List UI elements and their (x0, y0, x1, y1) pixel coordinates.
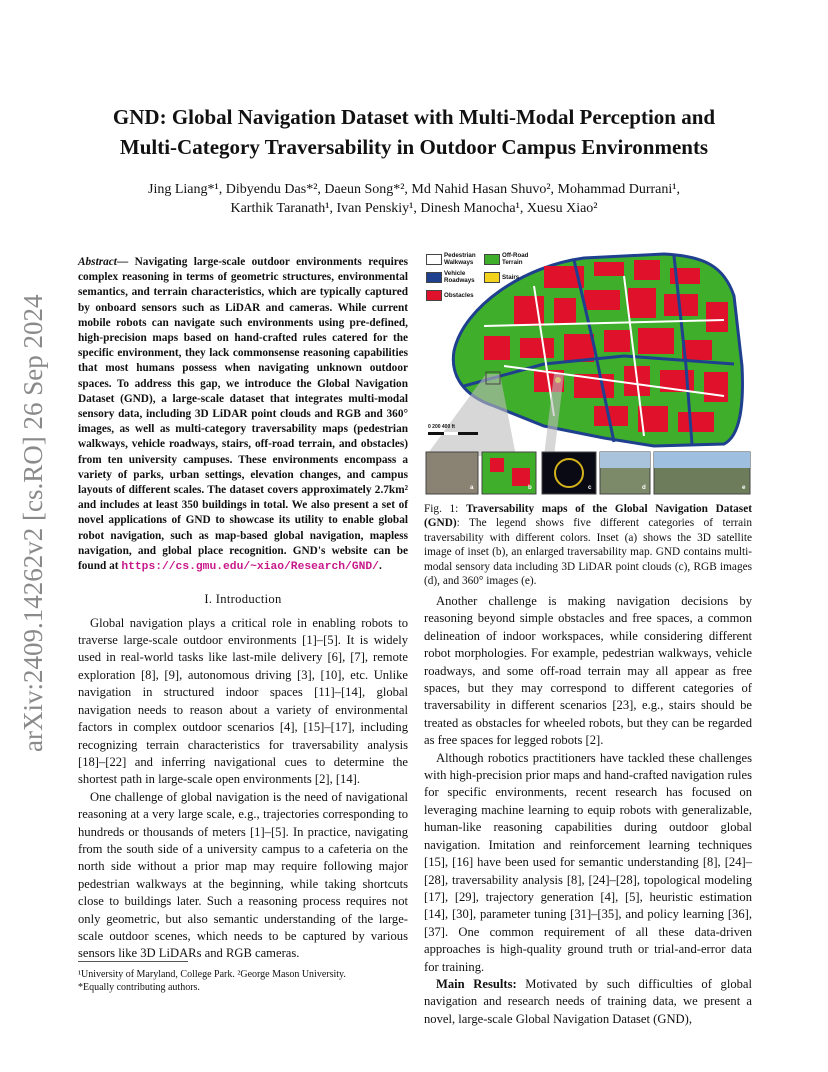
right-paragraph-3 (424, 976, 752, 1028)
inset-label-e: e (742, 484, 746, 491)
inset-label-b: b (528, 484, 532, 491)
legend-obstacles: Obstacles (444, 292, 474, 299)
intro-paragraph-2: One challenge of global navigation is the need of navigational reasoning at a very large scale, e.g., trajectories corresponding to hundreds or thousands of meters [1]–[5]. In practice, navigating from the south side of a university campus to a cafeteria on the north side without a prior map may require following major pedestrian walkways at the beginning, while taking shortcuts close to buildings later. Such a reasoning process requires not only geometric, but also semantic understanding of the large-scale outdoor scenes, which needs to be captured by various sensors like 3D LiDARs and RGB cameras. (78, 789, 408, 961)
main-results-text: Motivated by such difficulties of global navigation and research needs of training data, we present a novel, large-scale Global Navigation Dataset (GND), (424, 976, 752, 1026)
legend-offroad: Off-Road Terrain (502, 252, 529, 266)
caption-title: Traversability maps of the Global Navigation Dataset (GND) (424, 503, 752, 530)
scale-bar-label: 0 200 400 ft (428, 424, 455, 430)
legend-stairs: Stairs (502, 274, 520, 281)
legend-swatch-vehicle (426, 272, 442, 283)
abstract-text: — Navigating large-scale outdoor environments requires complex reasoning in terms of geometric structures, environmental semantics, and terrain characteristics, which are typically captured by onboard sensors such as LiDAR and cameras. While current mobile robots can navigate such environments using pre-defined, high-precision maps based on hand-crafted rules catered for the specific environment, they lack commonsense reasoning capabilities that most humans possess when navigating unknown outdoor spaces. To address this gap, we introduce the Global Navigation Dataset (GND), a large-scale dataset that integrates multi-modal sensory data, including 3D LiDAR point clouds and RGB and 360° images, as well as multi-category traversability maps (pedestrian walkways, vehicle roadways, stairs, off-road terrain, and obstacles) from ten university campuses. These environments encompass a variety of parks, urban settings, elevation changes, and campus layouts of different scales. The dataset covers approximately 2.7km² and includes at least 350 buildings in total. We also present a set of novel applications of GND to showcase its utility to enable global robot navigation, such as map-based global navigation, mapless navigation, and global place recognition. GND's website can be found at (78, 256, 408, 573)
inset-label-a: a (470, 484, 474, 491)
legend-swatch-pedestrian (426, 254, 442, 265)
footnotes (78, 968, 408, 994)
title-line-2: Multi-Category Traversability in Outdoor Campus Environments (119, 135, 709, 159)
inset-label-d: d (642, 484, 646, 491)
main-results-label: Main Results: (436, 976, 517, 991)
abstract: Abstract— Navigating large-scale outdoor environments requires complex reasoning in terms of geometric structures, environmental semantics, and terrain characteristics, which are typically captured by onboard sensors such as LiDAR and cameras. While current mobile robots can navigate such environments using pre-defined, high-precision maps based on hand-crafted rules catered for the specific environment, they lack commonsense reasoning capabilities that most humans possess when navigating unknown outdoor spaces. To address this gap, we introduce the Global Navigation Dataset (GND), a large-scale dataset that integrates multi-modal sensory data, including 3D LiDAR point clouds and RGB and 360° images, as well as multi-category traversability maps (pedestrian walkways, vehicle roadways, stairs, off-road terrain, and obstacles) from ten university campuses. These environments encompass a variety of parks, urban settings, elevation changes, and campus layouts of different scales. The dataset covers approximately 2.7km² and includes at least 350 buildings in total. We also present a set of novel applications of GND to showcase its utility to enable global robot navigation, such as map-based global navigation, mapless navigation, and global place recognition. GND's website can be found at https://cs.gmu.edu/~xiao/Research/GND/. (78, 256, 408, 574)
caption-text: : The legend shows five different categories of terrain traversability with different colors. Inset (a) shows the 3D satellite image of inset (b), an enlarged traversability map. GND contains multi-modal sensory data including 3D LiDAR point clouds (c), RGB images (d), and 360° images (e). (424, 517, 752, 588)
legend-vehicle: Vehicle Roadways (444, 270, 475, 284)
section-heading-introduction: I. Introduction (204, 592, 282, 607)
figure-traversability-map (424, 246, 752, 496)
legend-swatch-stairs (484, 272, 500, 283)
author-list (60, 180, 768, 218)
intro-paragraph-1: Global navigation plays a critical role in enabling robots to traverse large-scale outdoor environments [1]–[5]. It is widely used in real-world tasks like last-mile delivery [6], [7], remote exploration [8], [9], autonomous driving [3], [10], etc. Unlike navigation in structured indoor spaces [11]–[14], global navigation needs to reason about a variety of environmental factors in complex outdoor scenarios [4], [15]–[17], including recognizing terrain characteristics for traversability analysis [18]–[22] and inferring navigational cues to determine the shortest path in large-scale open environments [2], [14]. (78, 615, 408, 787)
right-paragraph-1: Another challenge is making navigation decisions by reasoning beyond simple obstacles and free spaces, a common delineation of indoor workspaces, while considering different robot morphologies. For example, pedestrian walkways, vehicle roadways, and some off-road terrain may all appear as free spaces, but they may correspond to different categories of traversability in different scenarios [23], e.g., stairs should be treated as obstacles for wheeled robots, but they can be regarded as free spaces for legged robots [2]. (424, 594, 752, 748)
inset-label-c: c (588, 484, 592, 491)
legend-pedestrian: Pedestrian Walkways (444, 252, 476, 266)
legend-swatch-obstacles (426, 290, 442, 301)
footnote-equal-contribution: *Equally contributing authors. (78, 982, 200, 993)
authors-line-1: Jing Liang*¹, Dibyendu Das*², Daeun Song*², Md Nahid Hasan Shuvo², Mohammad Durrani¹, (148, 182, 680, 197)
title-line-1: GND: Global Navigation Dataset with Multi-Modal Perception and (112, 105, 716, 129)
legend-swatch-offroad (484, 254, 500, 265)
website-link[interactable]: https://cs.gmu.edu/~xiao/Research/GND/ (121, 561, 379, 574)
right-column (424, 593, 752, 1028)
abstract-label: Abstract (78, 256, 117, 268)
paper-title (60, 102, 768, 162)
right-paragraph-2: Although robotics practitioners have tackled these challenges with high-precision prior maps and hand-crafted navigation rules for specific environments, recent research has focused on leveraging machine learning to equip robots with generalizable, human-like reasoning capabilities during outdoor global navigation. Imitation and reinforcement learning techniques [15], [16] have been used for semantic understanding [8], [24]–[28], traversability analysis [8], [24]–[28], topological modeling [17], [29], trajectory generation [4], [5], heuristic estimation [14], [30], parameter tuning [31]–[35], and policy learning [36], [37]. One common requirement of all these data-driven approaches is high-quality ground truth or trial-and-error data for training. (424, 750, 752, 974)
left-column (78, 255, 408, 963)
figure-caption (424, 502, 752, 588)
caption-label: Fig. 1: (424, 503, 466, 515)
footnote-affiliations: ¹University of Maryland, College Park. ²George Mason University. (78, 969, 346, 980)
footnote-rule (78, 961, 188, 962)
arxiv-stamp: arXiv:2409.14262v2 [cs.RO] 26 Sep 2024 (18, 294, 48, 752)
authors-line-2: Karthik Taranath¹, Ivan Penskiy¹, Dinesh Manocha¹, Xuesu Xiao² (230, 201, 598, 216)
